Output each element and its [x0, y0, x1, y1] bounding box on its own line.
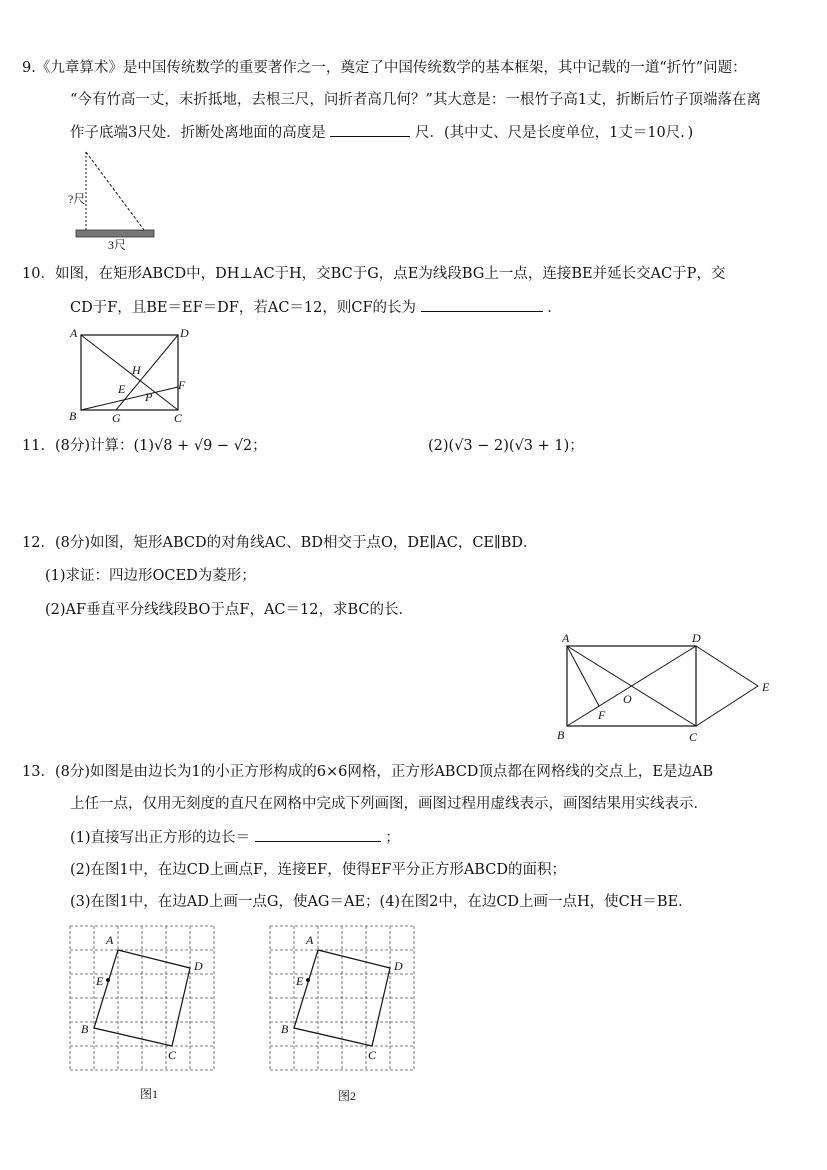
- q9-bamboo-figure: [68, 148, 160, 252]
- q13-fig2-label-b: B: [281, 1022, 289, 1036]
- q12-sub-1: (1)求证：四边形OCED为菱形；: [45, 568, 256, 584]
- q10-line-2-tail: ．: [547, 300, 562, 316]
- q10-rectangle-figure: [60, 325, 195, 425]
- q13-sub-1-tail: ；: [385, 830, 400, 846]
- q13-fig2-label-e: E: [296, 974, 304, 988]
- q10-label-h: H: [132, 363, 141, 377]
- q12-label-b: B: [557, 728, 565, 742]
- q12-line-ce: [696, 686, 758, 726]
- q13-fig2-caption: 图2: [338, 1089, 357, 1103]
- q12-line-de: [696, 646, 758, 686]
- q12-label-c: C: [689, 730, 698, 744]
- q10-label-f: F: [178, 378, 186, 392]
- q13-fig1-label-e: E: [96, 974, 104, 988]
- q13-answer-blank[interactable]: [255, 827, 381, 842]
- q10-label-d: D: [180, 326, 189, 340]
- q10-label-g: G: [112, 411, 121, 425]
- q10-label-c: C: [174, 411, 183, 425]
- q10-label-p: P: [145, 390, 153, 404]
- q13-fig2-label-a: A: [306, 933, 314, 947]
- q12-sub-2: (2)AF垂直平分线线段BO于点F，AC＝12，求BC的长．: [45, 602, 413, 618]
- q10-label-b: B: [69, 409, 77, 423]
- q9-answer-blank[interactable]: [330, 122, 410, 137]
- q9-line-3: [70, 122, 693, 143]
- q9-line-3-text: 作子底端3尺处．折断处离地面的高度是: [70, 125, 326, 141]
- q13-grid-figure-1: [68, 922, 220, 1110]
- q12-label-o: O: [623, 692, 632, 706]
- q9-line-3-tail: 尺．(其中丈、尺是长度单位，1丈＝10尺．): [414, 125, 694, 141]
- q13-line-1: 13．(8分)如图是由边长为1的小正方形构成的6×6网格，正方形ABCD顶点都在网格线的交点上，E是边AB: [22, 764, 714, 780]
- q13-fig2-point-e: [306, 978, 310, 982]
- q13-fig1-label-d: D: [194, 959, 203, 973]
- q13-fig2-label-d: D: [394, 959, 403, 973]
- q9-label-base: 3尺: [108, 238, 127, 252]
- q11-part-2: (2)(√3 − 2)(√3 + 1)；: [428, 438, 584, 454]
- q13-fig2-label-c: C: [368, 1048, 377, 1062]
- q13-sub-3: (3)在图1中，在边AD上画一点G，使AG＝AE；(4)在图2中，在边CD上画一点H，使CH＝BE．: [70, 894, 693, 910]
- q10-answer-blank[interactable]: [421, 297, 543, 312]
- q12-label-e: E: [762, 680, 770, 694]
- q13-fig1-label-a: A: [106, 933, 114, 947]
- q12-label-d: D: [692, 631, 701, 645]
- q9-label-height: ?尺: [68, 192, 86, 206]
- q12-line-af: [567, 646, 599, 706]
- q10-label-e: E: [118, 382, 126, 396]
- q12-line-1: 12．(8分)如图，矩形ABCD的对角线AC、BD相交于点O，DE∥AC，CE∥BD．: [22, 535, 538, 551]
- q10-line-2-text: CD于F，且BE＝EF＝DF，若AC＝12，则CF的长为: [70, 300, 417, 316]
- q12-rhombus-figure: [552, 628, 782, 746]
- q13-fig1-point-e: [106, 978, 110, 982]
- q9-ground: [76, 230, 154, 237]
- q9-line-2: “今有竹高一丈，末折抵地，去根三尺，问折者高几何？”其大意是：一根竹子高1丈，折断后竹子顶端落在离: [70, 92, 762, 108]
- q13-fig1-label-b: B: [81, 1022, 89, 1036]
- q13-grid-figure-2: [268, 922, 420, 1110]
- q10-label-a: A: [70, 326, 78, 340]
- q13-fig1-label-c: C: [168, 1048, 177, 1062]
- q9-line-1: 9.《九章算术》是中国传统数学的重要著作之一，奠定了中国传统数学的基本框架，其中记载的一道“折竹”问题：: [22, 60, 747, 76]
- q13-sub-1: [70, 827, 400, 848]
- q12-label-a: A: [562, 631, 570, 645]
- q12-label-f: F: [598, 708, 606, 722]
- q13-line-2: 上任一点，仅用无刻度的直尺在网格中完成下列画图，画图过程用虚线表示，画图结果用实线表示．: [70, 796, 708, 812]
- q13-fig1-caption: 图1: [140, 1087, 159, 1101]
- q10-line-1: 10．如图，在矩形ABCD中，DH⊥AC于H，交BC于G，点E为线段BG上一点，连接BE并延长交AC于P，交: [22, 266, 726, 282]
- q13-sub-2: (2)在图1中，在边CD上画点F，连接EF，使得EF平分正方形ABCD的面积；: [70, 862, 566, 878]
- q9-bamboo-fallen: [86, 152, 144, 230]
- q11-part-1: 11．(8分)计算：(1)√8 + √9 − √2；: [22, 438, 267, 454]
- q10-line-2: [70, 297, 562, 318]
- q13-sub-1-text: (1)直接写出正方形的边长＝: [70, 830, 251, 846]
